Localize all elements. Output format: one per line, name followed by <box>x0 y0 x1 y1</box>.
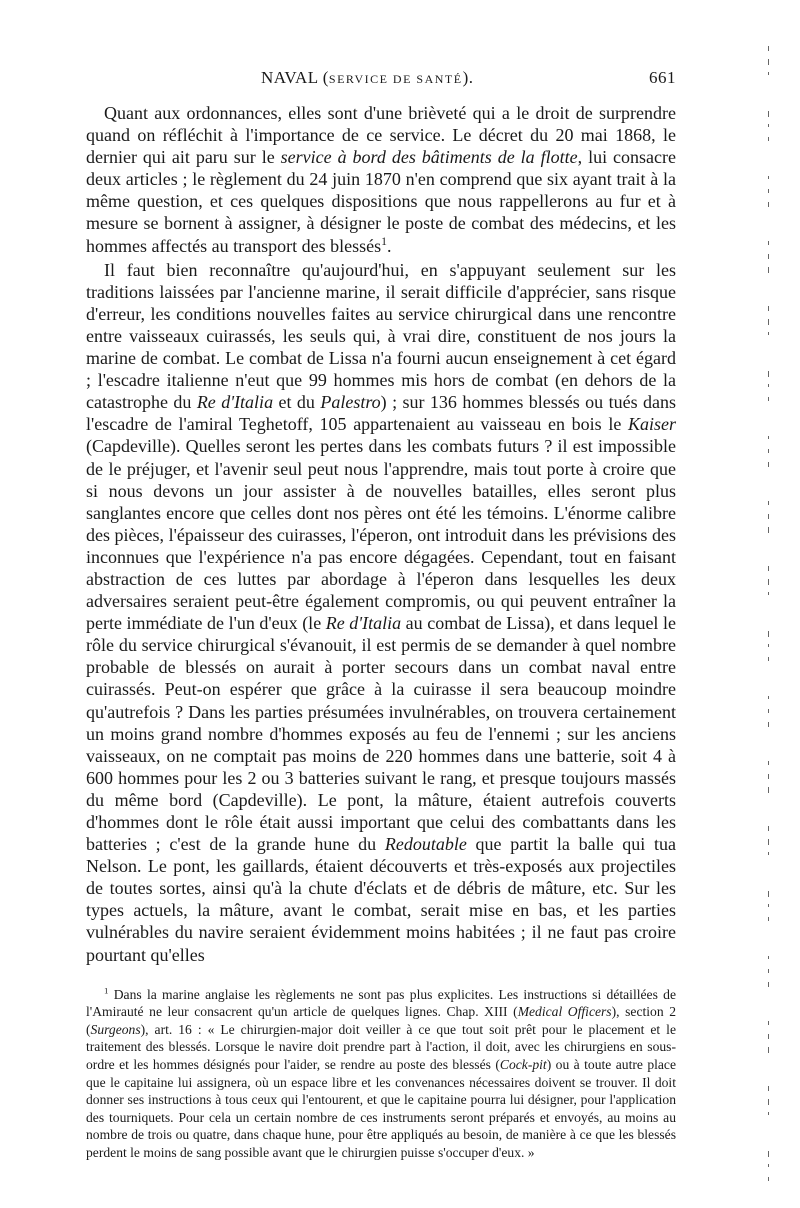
scan-tick <box>768 1021 769 1025</box>
scan-tick <box>768 657 769 661</box>
body-text <box>86 102 676 966</box>
running-head-title-small: SERVICE DE SANTÉ <box>328 72 463 86</box>
italic-text: Redoutable <box>384 834 467 855</box>
scan-tick <box>768 969 769 973</box>
scan-tick <box>768 202 769 207</box>
scan-tick <box>768 384 769 387</box>
footnote-marker: 1 <box>104 985 109 996</box>
italic-text: Medical Officers <box>517 1004 612 1020</box>
italic-text: Re d'Italia <box>325 613 402 634</box>
scan-tick <box>768 774 769 779</box>
text-run: , lui consacre deux articles ; le règlement du 24 juin 1870 n'en comprend que six ayant trait à la même question, et ces quelques dispositions que nous rappellerons au fur et à mesure se bornent à assigner, à désigner le poste de combat des médecins, et les hommes affectés au transport des blessés <box>86 147 677 256</box>
scan-tick <box>768 839 769 845</box>
scan-tick <box>768 462 769 467</box>
scan-tick <box>768 1112 769 1115</box>
scan-tick <box>768 761 769 765</box>
scan-tick <box>768 709 769 713</box>
text-run: Dans la marine anglaise les règlements ne sont pas plus explicites. Les instructions si détaillées de l'Amirauté ne leur consacrent qu'un article de quelques lignes. Chap. XIII ( <box>86 986 676 1020</box>
paragraph <box>86 102 676 257</box>
text-run: Quant aux ordonnances, elles sont d'une brièveté qui a le droit de surprendre quand on réfléchit à l'importance de ce service. Le décret du 20 mai 1868, le dernier qui ait paru sur le <box>86 103 676 168</box>
scan-tick <box>768 72 769 75</box>
scan-tick <box>768 722 769 727</box>
scan-tick <box>768 982 769 987</box>
scan-tick <box>768 1164 769 1167</box>
scan-tick <box>768 319 769 325</box>
scan-tick <box>768 189 769 193</box>
italic-text: Kaiser <box>627 414 676 435</box>
scan-tick <box>768 956 769 959</box>
scan-tick <box>768 501 769 505</box>
text-run: ), section 2 ( <box>86 1004 676 1037</box>
scan-tick <box>768 787 769 793</box>
scan-tick <box>768 852 769 855</box>
text-run: (Capdeville). Quelles seront les pertes dans les combats futurs ? il est impossible de le préjuger, et l'avenir seul peut nous l'apprendre, mais tout porte à croire que si nous devons un jour assister à de nouvelles batailles, elles seront plus sanglantes encore que celles dont nos pères ont été les témoins. L'énorme calibre des pièces, l'épaisseur des cuirasses, l'éperon, ont introduit dans les prévisions des inconnues que l'expérience n'a pas encore dégagées. Cependant, tout en faisant abstraction de ces luttes par abordage à l'éperon dans lesquelles les deux adversaires seraient peut-être également compromis, ou qui peuvent entraîner la perte immédiate de l'un d'eux (le <box>86 436 676 634</box>
scan-margin-marks <box>752 0 792 1208</box>
scan-tick <box>768 267 769 273</box>
text-run: au combat de Lissa), et dans lequel le rôle du service chirurgical s'évanouit, il est permis de se demander à quel nombre probable de blessés on aurait à porter secours dans un combat naval entre cuirassés. Peut-on espérer que grâce à la cuirasse il sera beaucoup moindre qu'autrefois ? Dans les parties présumées invulnérables, on trouvera certainement un moins grand nombre d'hommes exposés au feu de l'ennemi ; sur les anciens vaisseaux, on ne comptait pas moins de 220 hommes dans une batterie, soit 4 à 600 hommes pour les 2 ou 3 batteries suivant le rang, et presque toujours massés du même bord (Capdeville). Le pont, la mâture, étaient autrefois couverts d'hommes dont le rôle était aussi important que celui des combattants dans les batteries ; c'est de la grande hune du <box>86 613 676 855</box>
scan-tick <box>768 917 769 921</box>
running-head-title-main: NAVAL ( <box>261 68 329 87</box>
scan-tick <box>768 397 769 401</box>
scan-tick <box>768 696 769 699</box>
scan-tick <box>768 1177 769 1181</box>
text-run: que partit la balle qui tua Nelson. Le pont, les gaillards, étaient découverts et très-exposés aux projectiles de toutes sortes, ainsi qu'à la chute d'éclats et de débris de mâture, etc. Sur les types actuels, la mâture, avant le combat, serait mise en bas, et les parties vulnérables du navire seraient évidemment moins habitées ; il ne faut pas croire pourtant qu'elles <box>86 834 677 965</box>
italic-text: Palestro <box>320 392 381 413</box>
scan-tick <box>768 306 769 311</box>
scan-tick <box>768 241 769 245</box>
scan-tick <box>768 826 769 831</box>
text-run: et du <box>273 392 321 413</box>
scan-tick <box>768 137 769 141</box>
scan-tick <box>768 449 769 453</box>
scan-tick <box>768 1086 769 1091</box>
scan-tick <box>768 436 769 439</box>
scan-tick <box>768 592 769 595</box>
scan-tick <box>768 124 769 127</box>
scan-tick <box>768 176 769 179</box>
italic-text: Re d'Italia <box>196 392 274 413</box>
text-run: ) ou à toute autre place que le capitaine lui assignera, où un espace libre et les convenances nécessaires doivent se trouver. Il doit donner ses instructions à tous ceux qui l'entourent, et que le capitaine pourra lui désigner, pour l'application des tourniquets. Pour cela un certain nombre de ces instruments seront préparés et envoyés, au moins au nombre de trois ou quatre, dans chaque hune, pour être appliqués au besoin, de manière à ce que les blessés perdent le moins de sang possible avant que le chirurgien puisse s'occuper d'eux. » <box>86 1057 677 1160</box>
scan-tick <box>768 1151 769 1157</box>
paragraph <box>86 259 676 966</box>
scan-tick <box>768 579 769 585</box>
scan-tick <box>768 46 769 51</box>
scan-tick <box>768 631 769 637</box>
scan-tick <box>768 644 769 647</box>
scan-tick <box>768 514 769 519</box>
text-run: Il faut bien reconnaître qu'aujourd'hui, en s'appuyant seulement sur les traditions laissées par l'ancienne marine, il serait difficile d'apprécier, sans risque d'erreur, les conditions nouvelles faites au service chirurgical dans une rencontre entre vaisseaux cuirassés, les seuls qui, à vrai dire, constituent de nos jours la marine de combat. Le combat de Lissa n'a fourni aucun enseignement à cet égard ; l'escadre italienne n'eut que 99 hommes mis hors de combat (en dehors de la catastrophe du <box>86 259 676 413</box>
running-head <box>86 68 676 92</box>
scan-tick <box>768 1047 769 1053</box>
italic-text: service à bord des bâtiments de la flotte <box>280 147 578 168</box>
scan-tick <box>768 904 769 907</box>
text-run: . <box>386 235 392 256</box>
running-head-title <box>261 68 474 88</box>
italic-text: Surgeons <box>90 1021 141 1037</box>
scan-tick <box>768 332 769 335</box>
italic-text: Cock-pit <box>499 1057 547 1073</box>
scan-tick <box>768 566 769 571</box>
page-number: 661 <box>649 68 676 87</box>
book-page <box>86 68 676 1162</box>
scan-tick <box>768 111 769 117</box>
running-head-title-end: ). <box>462 68 474 87</box>
text-run: ), art. 16 : « Le chirurgien-major doit veiller à ce que tout soit prêt pour le placement et le traitement des blessés. Lorsque le navire doit prendre part à l'action, il doit, avec les chirurgiens en sous-ordre et les hommes désignés pour l'aider, se rendre au poste des blessés ( <box>86 1021 676 1073</box>
scan-tick <box>768 527 769 533</box>
scan-tick <box>768 1099 769 1105</box>
footnote-marker: 1 <box>381 234 387 248</box>
scan-tick <box>768 891 769 897</box>
text-run: ) ; sur 136 hommes blessés ou tués dans l'escadre de l'amiral Teghetoff, 105 appartenaient au vaisseau en bois le <box>86 392 676 435</box>
scan-tick <box>768 1034 769 1039</box>
scan-tick <box>768 254 769 259</box>
scan-tick <box>768 371 769 377</box>
footnote <box>86 986 676 1162</box>
scan-tick <box>768 59 769 65</box>
